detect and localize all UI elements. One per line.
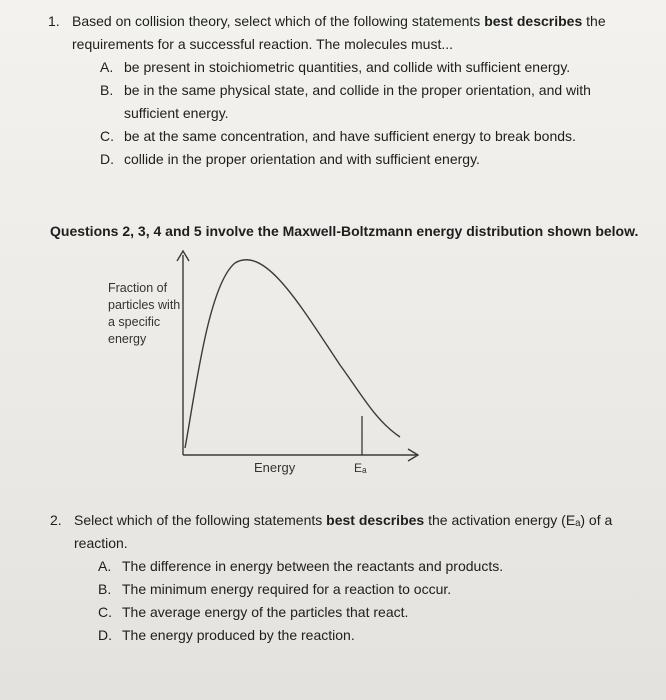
option-letter: D.: [98, 627, 112, 643]
graph-x-label: Energy: [254, 460, 296, 475]
option-letter: D.: [100, 151, 114, 167]
option-text: The minimum energy required for a reaction to occur.: [122, 581, 452, 597]
question-1-option-b[interactable]: [100, 79, 648, 125]
option-letter: B.: [98, 581, 112, 597]
question-1-options: [100, 56, 648, 171]
question-2: [50, 509, 650, 647]
question-2-stem-start: Select which of the following statements: [74, 512, 327, 528]
option-text: The average energy of the particles that react.: [122, 604, 409, 620]
question-1-option-a[interactable]: [100, 56, 648, 79]
option-text: be present in stoichiometric quantities, and collide with sufficient energy.: [124, 59, 571, 75]
option-letter: A.: [100, 59, 114, 75]
graph-y-label: Fraction of particles with a specific energy: [108, 281, 181, 346]
question-2-stem: [50, 509, 650, 555]
option-text: be in the same physical state, and collide in the proper orientation, and with sufficient energy.: [124, 82, 591, 121]
question-1-option-d[interactable]: [100, 148, 648, 171]
question-1-stem-end: the requirements for a successful reaction. The molecules must...: [72, 13, 606, 52]
option-letter: C.: [100, 128, 114, 144]
option-text: collide in the proper orientation and with sufficient energy.: [124, 151, 480, 167]
question-2-option-b[interactable]: [98, 578, 650, 601]
question-1-keyword: best describes: [484, 13, 583, 29]
option-text: be at the same concentration, and have sufficient energy to break bonds.: [124, 128, 576, 144]
question-2-options: [98, 555, 650, 647]
question-1-option-c[interactable]: [100, 125, 648, 148]
question-1-stem-start: Based on collision theory, select which of the following statements: [72, 13, 485, 29]
option-letter: A.: [98, 558, 112, 574]
question-1-number: 1.: [48, 13, 60, 29]
question-2-option-d[interactable]: [98, 624, 650, 647]
option-text: The difference in energy between the reactants and products.: [122, 558, 504, 574]
option-letter: C.: [98, 604, 112, 620]
question-2-option-c[interactable]: [98, 601, 650, 624]
question-1-stem: [48, 10, 648, 56]
graph-questions-intro: Questions 2, 3, 4 and 5 involve the Maxwell-Boltzmann energy distribution shown below.: [50, 223, 639, 239]
graph-ea-label: Eₐ: [354, 461, 367, 475]
option-letter: B.: [100, 82, 114, 98]
question-2-stem-end: the activation energy (Eₐ) of a reaction.: [74, 512, 613, 551]
option-text: The energy produced by the reaction.: [122, 627, 355, 643]
question-2-keyword: best describes: [326, 512, 425, 528]
distribution-curve: [185, 260, 400, 448]
question-2-option-a[interactable]: [98, 555, 650, 578]
question-2-number: 2.: [50, 512, 62, 528]
question-1: [48, 10, 648, 171]
